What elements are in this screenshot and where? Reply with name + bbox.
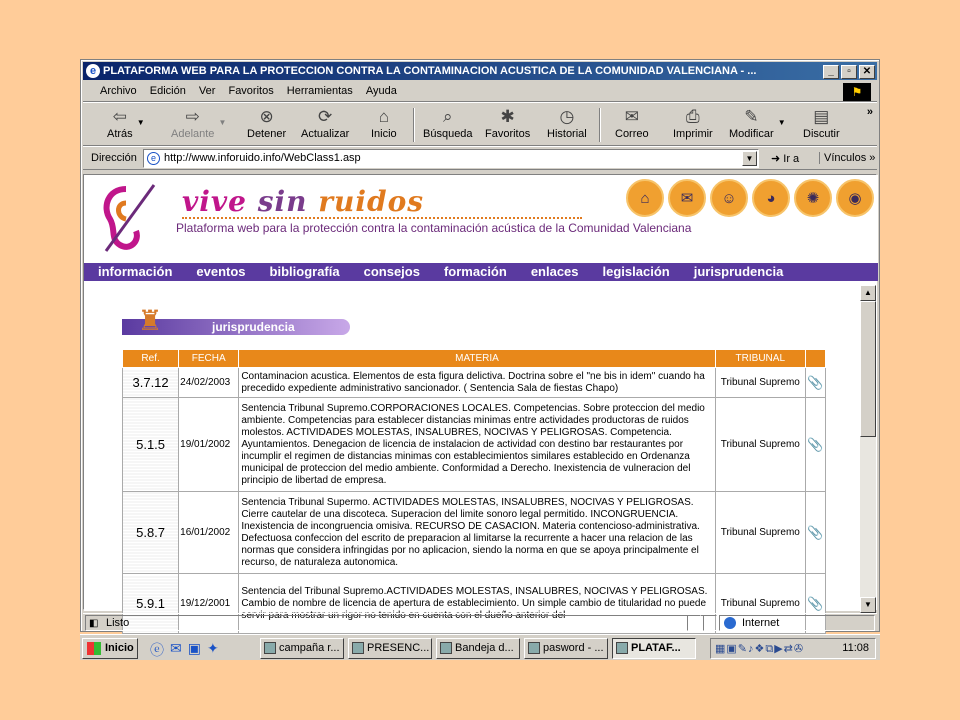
row-materia: Sentencia del Tribunal Supremo.ACTIVIDADES MOLESTAS, INSALUBRES, NOCIVAS Y PELIGROSAS. Cambio de nombre de licencia de apertura de establecimiento. Un simple cambio de titularidad no puede servir para mostrar un rigor no tenido en cuenta con el dueño anterior del bbox=[239, 574, 715, 634]
jurisprudence-table bbox=[122, 349, 826, 634]
channels-quicklaunch-icon[interactable]: ✦ bbox=[206, 640, 219, 656]
forward-dropdown-icon[interactable]: ▼ bbox=[218, 118, 227, 127]
refresh-button[interactable]: ⟳ Actualizar bbox=[301, 107, 350, 140]
col-ref: Ref. bbox=[123, 350, 179, 368]
edit-dropdown-icon[interactable]: ▼ bbox=[777, 118, 786, 127]
task-button[interactable]: Bandeja d... bbox=[436, 638, 520, 659]
nav-formacion[interactable]: formación bbox=[443, 264, 507, 279]
stop-button[interactable]: ⊗ Detener bbox=[247, 107, 287, 140]
windows-logo-icon: ⚑ bbox=[843, 83, 871, 101]
row-ref: 5.8.7 bbox=[123, 492, 179, 574]
person-icon[interactable]: ☺ bbox=[710, 179, 748, 217]
row-materia: Sentencia Tribunal Supermo. ACTIVIDADES MOLESTAS, INSALUBRES, NOCIVAS Y PELIGROSAS. Cierre cautelar de una discoteca. Superacion del limite sonoro legal permitido. INCONGRUENCIA. Inexistencia de incongruencia omisiva. RECURSO DE CASACION. Materia contencioso-administrativa. Defectuosa confeccion del escrito de preparacion al limitarse la recurrente a hacer una relacion de las normas que considera infringidas por no aplicacion, siendo la norma en que se apoya principalmente el recurso, de naturaleza autonomica. bbox=[239, 492, 715, 574]
forward-button[interactable]: ⇨ Adelante ▼ bbox=[171, 107, 227, 140]
printer-icon: ⎙ bbox=[686, 107, 700, 126]
menu-ver[interactable]: Ver bbox=[198, 85, 216, 97]
history-icon: ◷ bbox=[559, 107, 575, 126]
toolbar-separator bbox=[599, 108, 601, 142]
search-icon: ⌕ bbox=[443, 107, 453, 126]
home-button[interactable]: ⌂ Inicio bbox=[371, 107, 397, 140]
menu-ayuda[interactable]: Ayuda bbox=[365, 85, 397, 97]
page-status-icon: ◧ bbox=[89, 618, 99, 629]
scroll-up-button[interactable]: ▲ bbox=[860, 285, 876, 301]
table-row bbox=[123, 368, 826, 398]
speaker-icon[interactable]: ◉ bbox=[836, 179, 874, 217]
address-bar bbox=[83, 148, 877, 170]
nav-eventos[interactable]: eventos bbox=[196, 264, 246, 279]
row-tribunal: Tribunal Supremo bbox=[715, 492, 805, 574]
mail-button[interactable]: ✉ Correo bbox=[615, 107, 649, 140]
status-segment bbox=[687, 615, 701, 631]
back-button[interactable]: ⇦ Atrás ▼ bbox=[107, 107, 145, 140]
nav-consejos[interactable]: consejos bbox=[363, 264, 420, 279]
address-url: http://www.inforuido.info/WebClass1.asp bbox=[164, 152, 361, 164]
address-dropdown-icon[interactable]: ▼ bbox=[742, 151, 757, 166]
scroll-thumb[interactable] bbox=[860, 301, 876, 437]
browser-window bbox=[80, 59, 880, 632]
table-row bbox=[123, 398, 826, 492]
inbox-icon bbox=[440, 642, 452, 654]
site-header bbox=[84, 175, 878, 263]
zone-text: Internet bbox=[742, 617, 780, 629]
col-tribunal: TRIBUNAL bbox=[715, 350, 805, 368]
vertical-scrollbar[interactable] bbox=[860, 285, 876, 613]
address-input[interactable] bbox=[143, 149, 759, 168]
clock: 11:08 bbox=[842, 642, 869, 654]
task-button[interactable]: campaña r... bbox=[260, 638, 344, 659]
row-fecha: 19/01/2002 bbox=[179, 398, 239, 492]
nav-legislacion[interactable]: legislación bbox=[602, 264, 670, 279]
menu-favoritos[interactable]: Favoritos bbox=[228, 85, 274, 97]
address-label: Dirección bbox=[91, 152, 137, 164]
menu-archivo[interactable]: Archivo bbox=[100, 85, 137, 97]
row-fecha: 16/01/2002 bbox=[179, 492, 239, 574]
edit-icon: ✎ bbox=[744, 107, 759, 126]
search-button[interactable]: ⌕ Búsqueda bbox=[423, 107, 473, 140]
go-arrow-icon: ➜ bbox=[771, 153, 781, 165]
task-button[interactable]: PRESENC... bbox=[348, 638, 432, 659]
status-text: Listo bbox=[106, 617, 130, 629]
status-segment bbox=[703, 615, 717, 631]
section-title: jurisprudencia bbox=[212, 320, 295, 334]
toolbar bbox=[83, 104, 877, 146]
person-at-desk-icon: ♜ bbox=[137, 305, 163, 336]
maximize-button[interactable]: ▫ bbox=[841, 65, 857, 79]
building-icon[interactable]: ⌂ bbox=[626, 179, 664, 217]
task-button[interactable]: pasword - ... bbox=[524, 638, 608, 659]
menu-herramientas[interactable]: Herramientas bbox=[286, 85, 353, 97]
row-materia: Contaminacion acustica. Elementos de esta figura delictiva. Doctrina sobre el "ne bis in idem" cuando ha precedido expediente administrativo sancionador. ( Sentencia Sala de fiestas Chapo) bbox=[239, 368, 715, 398]
col-attachment bbox=[805, 350, 825, 368]
menu-bar bbox=[83, 82, 877, 102]
taskbar bbox=[80, 634, 880, 660]
nav-bibliografia[interactable]: bibliografía bbox=[269, 264, 340, 279]
refresh-icon: ⟳ bbox=[318, 107, 333, 126]
ie-quicklaunch-icon[interactable]: ⓔ bbox=[150, 642, 164, 658]
envelope-icon[interactable]: ✉ bbox=[668, 179, 706, 217]
windows-flag-icon bbox=[87, 642, 101, 655]
home-icon: ⌂ bbox=[378, 107, 389, 126]
print-button[interactable]: ⎙ Imprimir bbox=[673, 107, 713, 140]
favorites-button[interactable]: ✱ Favoritos bbox=[485, 107, 531, 140]
nav-jurisprudencia[interactable]: jurisprudencia bbox=[693, 264, 784, 279]
minimize-button[interactable]: _ bbox=[823, 65, 839, 79]
row-tribunal: Tribunal Supremo bbox=[715, 574, 805, 634]
menu-edicion[interactable]: Edición bbox=[149, 85, 186, 97]
row-tribunal: Tribunal Supremo bbox=[715, 398, 805, 492]
paperclip-icon[interactable]: 📎 bbox=[805, 398, 825, 492]
row-fecha: 19/12/2001 bbox=[179, 574, 239, 634]
nav-enlaces[interactable]: enlaces bbox=[530, 264, 579, 279]
row-fecha: 24/02/2003 bbox=[179, 368, 239, 398]
outlook-quicklaunch-icon[interactable]: ✉ bbox=[170, 640, 182, 656]
toolbar-overflow-icon[interactable]: » bbox=[866, 106, 873, 118]
row-tribunal: Tribunal Supremo bbox=[715, 368, 805, 398]
brand-wordmark: vive sin ruidos bbox=[182, 185, 425, 218]
discuss-icon: ▤ bbox=[813, 107, 830, 126]
system-tray bbox=[710, 638, 876, 659]
row-ref: 5.1.5 bbox=[123, 398, 179, 492]
links-button[interactable]: Vínculos » bbox=[819, 152, 875, 164]
title-bar[interactable] bbox=[83, 62, 877, 80]
status-bar bbox=[83, 613, 877, 631]
favorites-icon: ✱ bbox=[500, 107, 515, 126]
window-title: PLATAFORMA WEB PARA LA PROTECCION CONTRA LA CONTAMINACION ACUSTICA DE LA COMUNIDAD VALENCIANA - ... bbox=[103, 65, 757, 77]
row-ref: 3.7.12 bbox=[123, 368, 179, 398]
task-button-active[interactable]: PLATAF... bbox=[612, 638, 696, 659]
stop-icon: ⊗ bbox=[259, 107, 274, 126]
tray-icons[interactable]: ▦▣✎♪❖⧉▶⇄✇ bbox=[715, 643, 805, 655]
paperclip-icon[interactable]: 📎 bbox=[805, 574, 825, 634]
discuss-button[interactable]: ▤ Discutir bbox=[803, 107, 840, 140]
page-icon: e bbox=[147, 152, 160, 165]
scroll-down-button[interactable]: ▼ bbox=[860, 597, 876, 613]
col-materia: MATERIA bbox=[239, 350, 715, 368]
site-nav bbox=[84, 263, 878, 281]
document-icon bbox=[264, 642, 276, 654]
people-circle-icon[interactable]: ✺ bbox=[794, 179, 832, 217]
task-list bbox=[260, 638, 696, 659]
page-content bbox=[83, 174, 877, 621]
table-row bbox=[123, 492, 826, 574]
pie-chart-icon[interactable]: ◕ bbox=[752, 179, 790, 217]
back-dropdown-icon[interactable]: ▼ bbox=[136, 118, 145, 127]
col-fecha: FECHA bbox=[179, 350, 239, 368]
forward-arrow-icon: ⇨ bbox=[185, 107, 200, 126]
row-materia: Sentencia Tribunal Supremo.CORPORACIONES LOCALES. Competencias. Sobre proteccion del medio ambiente. Competencias para establecer distancias minimas entre actividades productoras de ruidos molestos. ACTIVIDADES MOLESTAS, INSALUBRES, NOCIVAS Y PELIGROSAS. Competencia. Ayuntamientos. Denegacion de licencia de instalacion de actividad con destino bar restaurantes por incumplir el regimen de distancias minimas con establecimientos similares establecido en Ordenanza municipal de proteccion del medio ambiente. Conformidad a Derecho. Inexistencia de vulneracion del principio de libertad de empresa. bbox=[239, 398, 715, 492]
section-header bbox=[122, 297, 350, 345]
start-button[interactable]: Inicio bbox=[82, 638, 138, 659]
header-icons bbox=[626, 179, 874, 217]
ear-logo-icon bbox=[96, 181, 158, 253]
back-arrow-icon: ⇦ bbox=[112, 107, 127, 126]
nav-informacion[interactable]: información bbox=[98, 264, 173, 279]
edit-button[interactable]: ✎ Modificar ▼ bbox=[729, 107, 786, 140]
ie-icon: e bbox=[86, 64, 100, 78]
ie-icon bbox=[616, 642, 628, 654]
go-button[interactable]: ➜ Ir a bbox=[771, 153, 800, 165]
row-ref: 5.9.1 bbox=[123, 574, 179, 634]
quick-launch bbox=[150, 640, 219, 660]
toolbar-separator bbox=[413, 108, 415, 142]
paperclip-icon[interactable]: 📎 bbox=[805, 492, 825, 574]
notepad-icon bbox=[528, 642, 540, 654]
desktop-quicklaunch-icon[interactable]: ▣ bbox=[187, 640, 201, 656]
mail-icon: ✉ bbox=[624, 107, 639, 126]
presentation-icon bbox=[352, 642, 364, 654]
internet-globe-icon bbox=[724, 617, 736, 629]
jurisprudence-section bbox=[84, 281, 860, 621]
security-zone-panel bbox=[719, 615, 875, 631]
history-button[interactable]: ◷ Historial bbox=[547, 107, 587, 140]
decorative-dotted-line bbox=[182, 217, 582, 219]
close-button[interactable]: ✕ bbox=[859, 65, 875, 79]
paperclip-icon[interactable]: 📎 bbox=[805, 368, 825, 398]
status-text-panel bbox=[85, 615, 711, 631]
site-tagline: Plataforma web para la protección contra la contaminación acústica de la Comunidad Valenciana bbox=[176, 221, 692, 235]
